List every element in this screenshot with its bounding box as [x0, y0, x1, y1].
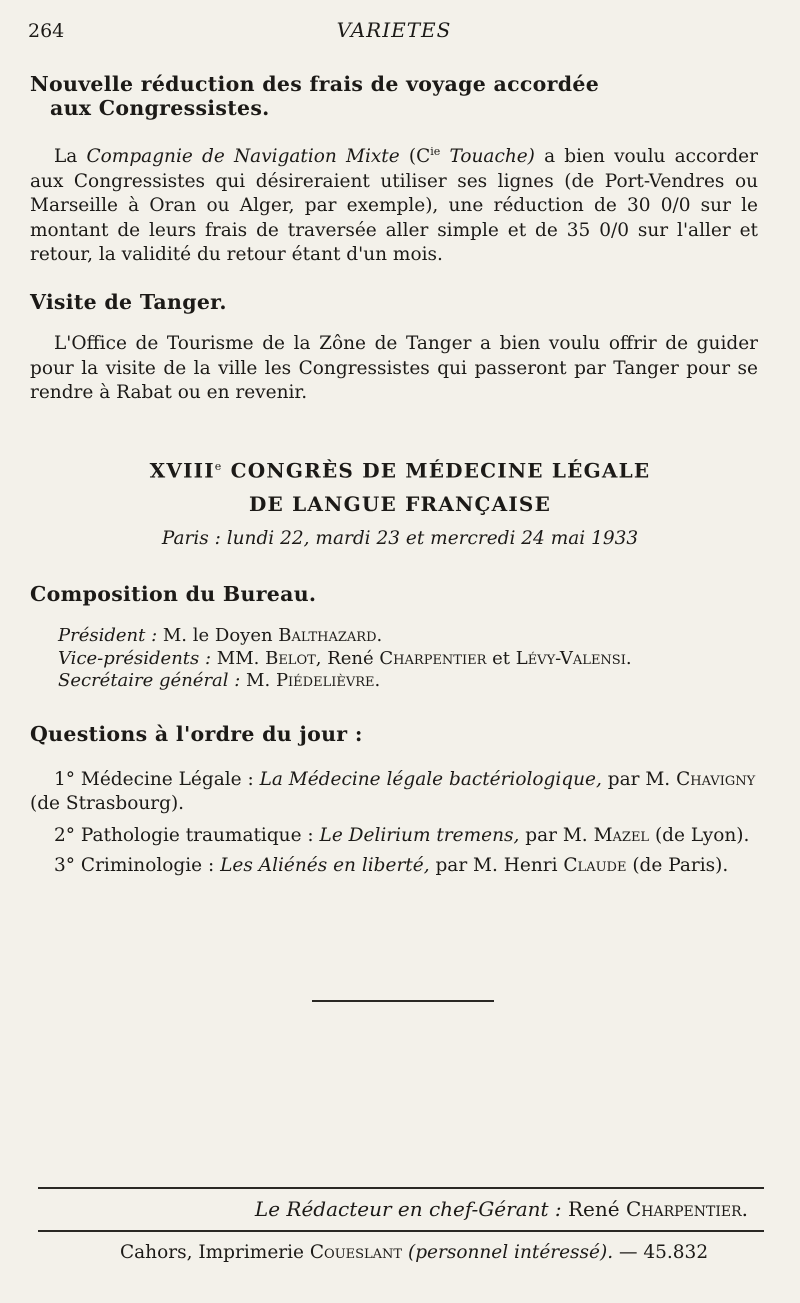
footer-rule-top [38, 1187, 764, 1189]
editor-signature: Le Rédacteur en chef-Gérant : René Charpentier. [254, 1197, 748, 1221]
tanger-paragraph: L'Office de Tourisme de la Zône de Tanger a bien voulu offrir de guider pour la visite de la ville les Congressistes qui passeront par Tanger pour se rendre à Rabat ou en revenir. [30, 333, 758, 403]
bureau-list [58, 625, 632, 693]
agenda-item-3: 3° Criminologie : Les Aliénés en liberté, par M. Henri Claude (de Paris). [54, 855, 729, 876]
bureau-vice-presidents: Vice-présidents : MM. Belot, René Charpentier et Lévy-Valensi. [58, 647, 632, 669]
agenda-questions [30, 768, 770, 878]
section-title-bureau: Composition du Bureau. [30, 582, 317, 606]
section-title-line1: Nouvelle réduction des frais de voyage accordée [30, 72, 600, 96]
bureau-secretary: Secrétaire général : M. Piédelièvre. [58, 670, 381, 691]
section-title-line2: aux Congressistes. [50, 96, 270, 120]
bureau-president: Président : M. le Doyen Balthazard. [58, 625, 383, 646]
travel-reduction-paragraph: La Compagnie de Navigation Mixte ($C^{ie}$ Touache) a bien voulu accorder aux Congressistes qui désireraient utiliser ses lignes (de Port-Vendres ou Marseille à Oran ou Alger, par exemple), une réduction de 30 0/0 sur le montant de leurs frais de traversée aller simple et de 35 0/0 sur l'aller et retour, la validité du retour étant d'un mois. [30, 145, 758, 266]
printer-imprint: Cahors, Imprimerie Coueslant (personnel intéressé). — 45.832 [120, 1242, 709, 1263]
footer-rule-bottom [38, 1230, 764, 1232]
section-title-tanger: Visite de Tanger. [30, 290, 227, 314]
congress-dates: Paris : lundi 22, mardi 23 et mercredi 24 mai 1933 [161, 528, 639, 549]
agenda-item-1: 1° Médecine Légale : La Médecine légale bactériologique, par M. Chavigny [54, 769, 756, 790]
section-divider [312, 1000, 494, 1002]
agenda-item-1-continued: (de Strasbourg). [30, 793, 185, 814]
running-title: VARIETES [336, 18, 452, 42]
agenda-item-2: 2° Pathologie traumatique : Le Delirium tremens, par M. Mazel (de Lyon). [54, 825, 750, 846]
section-title-travel-reduction [30, 72, 599, 120]
running-head [28, 18, 760, 46]
company-name: Compagnie de Navigation Mixte [86, 146, 400, 168]
page-number: 264 [28, 20, 65, 42]
congress-title: XVIIIe CONGRÈS DE MÉDECINE LÉGALE DE LANGUE FRANÇAISE [149, 458, 651, 516]
section-title-agenda: Questions à l'ordre du jour : [30, 722, 363, 746]
